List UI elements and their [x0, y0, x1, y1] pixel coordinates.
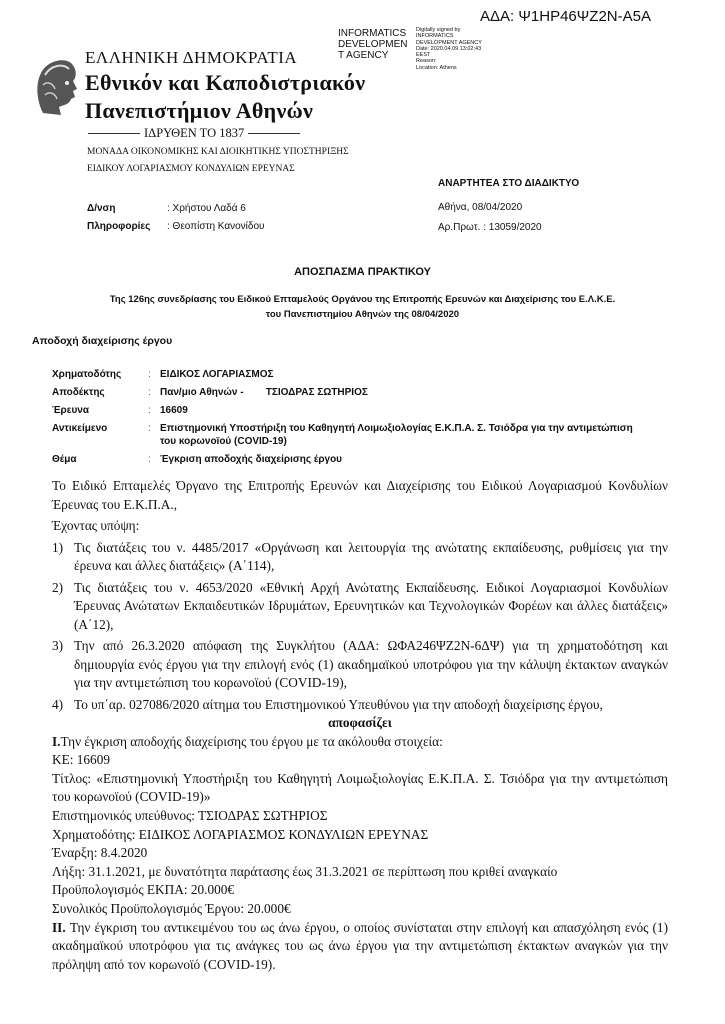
field-row: Αντικείμενο : Επιστημονική Υποστήριξη του Καθηγητή Λοιμωξιολογίας Ε.Κ.Π.Α. Σ. Τσιόδρα για την αντιμετώπιση του κορωνοϊού (COVID-19): [52, 422, 640, 448]
post-notice: ΑΝΑΡΤΗΤΕΑ ΣΤΟ ΔΙΑΔΙΚΤΥΟ: [438, 178, 580, 189]
field-row: Χρηματοδότης : ΕΙΔΙΚΟΣ ΛΟΓΑΡΙΑΣΜΟΣ: [52, 366, 640, 384]
signature-details: [416, 27, 482, 71]
signature-detail: DEVELOPMENT AGENCY: [416, 39, 482, 46]
item-number: 3): [52, 638, 64, 653]
republic-heading: ΕΛΛΗΝΙΚΗ ΔΗΜΟΚΡΑΤΙΑ: [85, 48, 298, 67]
detail-line: Επιστημονικός υπεύθυνος: ΤΣΙΟΔΡΑΣ ΣΩΤΗΡΙΟΣ: [52, 807, 328, 823]
item-number: 4): [52, 696, 64, 712]
field-row: Έρευνα : 16609: [52, 402, 640, 420]
detail-line: ΚΕ: 16609: [52, 752, 110, 768]
signature-detail: Digitally signed by: [416, 27, 461, 33]
field-label: Θέμα: [52, 454, 77, 465]
field-value: Παν/μιο Αθηνών - ΤΣΙΟΔΡΑΣ ΣΩΤΗΡΙΟΣ: [160, 387, 368, 398]
athena-logo-icon: [33, 55, 81, 117]
signer-line: T AGENCY: [338, 50, 389, 61]
signature-detail: Date: 2020.04.09 13:02:43: [416, 45, 482, 52]
detail-line: Τίτλος: «Επιστημονική Υποστήριξη του Καθηγητή Λοιμωξιολογίας Ε.Κ.Π.Α. Σ. Τσιόδρα για την αντιμετώπιση του κορωνοϊού (COVID-19)»: [52, 770, 668, 805]
detail-line: Συνολικός Προϋπολογισμός Έργου: 20.000€: [52, 900, 291, 916]
founded-line: [88, 126, 300, 141]
subject-heading: Αποδοχή διαχείρισης έργου: [32, 335, 173, 347]
info-label: Πληροφορίες: [87, 221, 151, 232]
considering-item: [52, 637, 668, 693]
signature-detail: INFORMATICS: [416, 33, 454, 40]
field-label: Χρηματοδότης: [52, 369, 122, 380]
preamble: [52, 477, 668, 717]
field-row: Θέμα : Έγκριση αποδοχής διαχείρισης έργου: [52, 451, 640, 469]
detail-line: Έναρξη: 8.4.2020: [52, 845, 148, 861]
session-line: Της 126ης συνεδρίασης του Ειδικού Επταμελούς Οργάνου της Επιτροπής Ερευνών και Διαχείρισης του Ε.Λ.Κ.Ε.: [109, 294, 616, 305]
founded-text: ΙΔΡΥΘΕΝ ΤΟ 1837: [144, 126, 245, 140]
address-value: : Χρήστου Λαδά 6: [167, 203, 246, 214]
item-text: Τις διατάξεις του ν. 4653/2020 «Εθνική Αρχή Ανώτατης Εκπαίδευσης. Ειδικοί Λογαριασμοί Κονδυλίων Έρευνας Ανώτατων Εκπαιδευτικών Ιδρυμάτων, Ερευνητικών και Τεχνολογικών Φορέων και άλλες διατάξεις» (Α΄12),: [74, 579, 668, 632]
detail-line: Χρηματοδότης: ΕΙΔΙΚΟΣ ΛΟΓΑΡΙΑΣΜΟΣ ΚΟΝΔΥΛΙΩΝ ΕΡΕΥΝΑΣ: [52, 826, 429, 842]
info-row: [87, 221, 265, 233]
info-value: : Θεοπίστη Κανονίδου: [167, 221, 265, 232]
decision-2: [52, 919, 668, 975]
item-number: 1): [52, 539, 64, 555]
signature-detail: EEST: [416, 52, 431, 59]
decides-heading: αποφασίζει: [328, 715, 392, 730]
considering-item: [52, 539, 668, 576]
decision-section: [52, 714, 668, 974]
document-title: ΑΠΟΣΠΑΣΜΑ ΠΡΑΚΤΙΚΟΥ: [294, 266, 431, 278]
protocol-number: Αρ.Πρωτ. : 13059/2020: [438, 222, 542, 233]
session-line: του Πανεπιστημίου Αθηνών της 08/04/2020: [265, 309, 460, 320]
decision-number: II.: [52, 919, 66, 935]
field-row: Αποδέκτης : Παν/μιο Αθηνών - ΤΣΙΟΔΡΑΣ ΣΩΤΗΡΙΟΣ: [52, 384, 640, 402]
signature-detail: Location: Athens: [416, 64, 457, 71]
item-text: Το υπ΄αρ. 027086/2020 αίτημα του Επιστημονικού Υπευθύνου για την αποδοχή διαχείρισης έργου,: [74, 696, 603, 712]
decision-1: [52, 733, 668, 752]
field-label: Αποδέκτης: [52, 387, 105, 398]
fields-table: [52, 366, 640, 469]
item-text: Τις διατάξεις του ν. 4485/2017 «Οργάνωση και λειτουργία της ανώτατης εκπαίδευσης, ρυθμίσεις για την έρευνα και άλλες διατάξεις» (Α΄114),: [74, 539, 668, 573]
item-text: Την από 26.3.2020 απόφαση της Συγκλήτου (ΑΔΑ: ΩΦΑ246ΨΖ2Ν-6ΔΨ) για τη χρηματοδότηση και δημιουργία ενός έργου για την επιλογή ενός (1) ακαδημαϊκού υποτρόφου για την κάλυψη έκτακτων αναγκών για την αντιμετώπιση του κορωνοϊού (COVID-19),: [74, 638, 668, 690]
unit-name-line1: ΜΟΝΑΔΑ ΟΙΚΟΝΟΜΙΚΗΣ ΚΑΙ ΔΙΟΙΚΗΤΙΚΗΣ ΥΠΟΣΤΗΡΙΞΗΣ: [87, 147, 349, 157]
field-value: ΕΙΔΙΚΟΣ ΛΟΓΑΡΙΑΣΜΟΣ: [160, 369, 274, 380]
decision-number: I.: [52, 733, 61, 749]
field-value: Έγκριση αποδοχής διαχείρισης έργου: [160, 454, 343, 465]
ada-code: ΑΔΑ: Ψ1ΗΡ46ΨΖ2Ν-Α5Α: [480, 8, 651, 25]
considering-label: Έχοντας υπόψη:: [52, 518, 140, 533]
detail-line: Λήξη: 31.1.2021, με δυνατότητα παράτασης έως 31.3.2021 σε περίπτωση που κριθεί αναγκαίο: [52, 863, 558, 879]
field-value: Επιστημονική Υποστήριξη του Καθηγητή Λοιμωξιολογίας Ε.Κ.Π.Α. Σ. Τσιόδρα για την αντιμετώπιση του κορωνοϊού (COVID-19): [160, 423, 633, 447]
university-name-line2: Πανεπιστήμιον Αθηνών: [85, 98, 314, 123]
divider: [248, 133, 300, 134]
unit-name-line2: ΕΙΔΙΚΟΥ ΛΟΓΑΡΙΑΣΜΟΥ ΚΟΝΔΥΛΙΩΝ ΕΡΕΥΝΑΣ: [87, 164, 295, 174]
detail-line: Προϋπολογισμός ΕΚΠΑ: 20.000€: [52, 882, 235, 898]
session-heading: [10, 292, 715, 322]
signer-line: DEVELOPMEN: [338, 39, 408, 50]
document-date: Αθήνα, 08/04/2020: [438, 202, 523, 213]
field-label: Αντικείμενο: [52, 423, 108, 434]
item-number: 2): [52, 579, 64, 595]
field-label: Έρευνα: [52, 405, 89, 416]
signature-signer: [338, 28, 407, 61]
divider: [88, 133, 140, 134]
address-row: [87, 203, 246, 215]
considering-item: [52, 579, 668, 635]
intro-paragraph: Το Ειδικό Επταμελές Όργανο της Επιτροπής Ερευνών και Διαχείρισης του Ειδικού Λογαριασμού Κονδυλίων Έρευνας του Ε.Κ.Π.Α.,: [52, 478, 668, 512]
considering-item: [52, 696, 668, 715]
signer-line: INFORMATICS: [338, 28, 407, 39]
decision-text: Την έγκριση αποδοχής διαχείρισης του έργου με τα ακόλουθα στοιχεία:: [60, 733, 443, 749]
field-value: 16609: [160, 405, 188, 416]
decision-text: Την έγκριση του αντικειμένου του ως άνω έργου, ο οποίος συνίσταται στην επιλογή και απασχόληση ενός (1) ακαδημαϊκού υποτρόφου για τις ανάγκες του ως άνω έργου για την αντιμετώπιση έκτακτων αναγκών για την πρόληψη από τον κορωνοϊό (COVID-19).: [52, 919, 669, 972]
address-label: Δ/νση: [87, 203, 116, 214]
signature-detail: Reason:: [416, 58, 437, 65]
university-name-line1: Εθνικόν και Καποδιστριακόν: [85, 70, 366, 95]
